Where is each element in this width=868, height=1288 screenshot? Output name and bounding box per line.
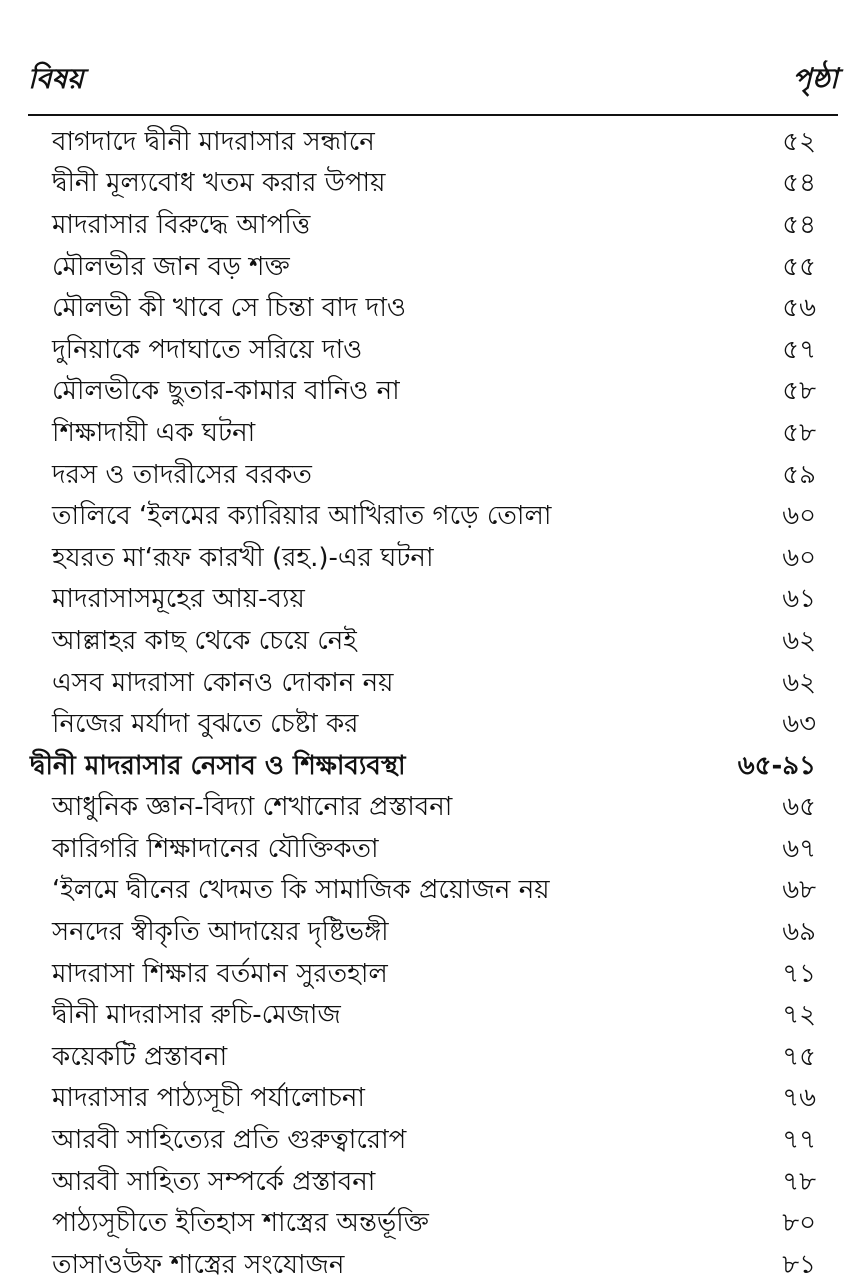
toc-entry-page: ৬৫ — [782, 792, 816, 823]
toc-entry-page: ৭২ — [782, 1000, 816, 1031]
toc-row — [0, 704, 868, 746]
toc-header — [28, 62, 838, 116]
toc-entry-title: তালিবে ‘ইলমের ক্যারিয়ার আখিরাত গড়ে তোলা — [52, 501, 552, 532]
toc-entry-page: ৬০ — [782, 542, 816, 573]
toc-entry-title: কয়েকটি প্রস্তাবনা — [52, 1041, 228, 1072]
toc-entry-title: মৌলভী কী খাবে সে চিন্তা বাদ দাও — [52, 293, 407, 324]
toc-entry-page: ৫৮ — [782, 417, 816, 448]
toc-entry-title: আরবী সাহিত্যের প্রতি গুরুত্বারোপ — [52, 1125, 407, 1156]
toc-list — [0, 122, 868, 1287]
toc-entry-title: আরবী সাহিত্য সম্পর্কে প্রস্তাবনা — [52, 1166, 376, 1197]
toc-entry-title: দরস ও তাদরীসের বরকত — [52, 459, 312, 490]
toc-entry-title: দ্বীনী মাদরাসার রুচি-মেজাজ — [52, 1000, 341, 1031]
toc-entry-title: আল্লাহর কাছ থেকে চেয়ে নেই — [52, 625, 357, 656]
toc-row — [0, 288, 868, 330]
toc-row — [0, 538, 868, 580]
toc-entry-title: ‘ইলমে দ্বীনের খেদমত কি সামাজিক প্রয়োজন নয় — [52, 875, 550, 906]
toc-entry-page: ৫৪ — [782, 168, 816, 199]
toc-entry-title: হযরত মা‘রূফ কারখী (রহ.)-এর ঘটনা — [52, 542, 434, 573]
page-column-label: পৃষ্ঠা — [792, 62, 838, 95]
toc-row — [0, 621, 868, 663]
toc-entry-page: ৬২ — [782, 667, 816, 698]
toc-entry-page: ৫৬ — [782, 293, 816, 324]
toc-entry-title: মাদরাসাসমূহের আয়-ব্যয় — [52, 584, 305, 615]
toc-entry-page: ৫৮ — [782, 376, 816, 407]
toc-entry-title: শিক্ষাদায়ী এক ঘটনা — [52, 417, 256, 448]
toc-entry-title: মাদরাসার পাঠ্যসূচী পর্যালোচনা — [52, 1083, 365, 1114]
toc-entry-title: আধুনিক জ্ঞান-বিদ্যা শেখানোর প্রস্তাবনা — [52, 792, 453, 823]
toc-entry-page: ৫৯ — [782, 459, 816, 490]
toc-row — [0, 1120, 868, 1162]
toc-entry-title: কারিগরি শিক্ষাদানের যৌক্তিকতা — [52, 833, 379, 864]
toc-row — [0, 413, 868, 455]
toc-entry-page: ৭৫ — [782, 1041, 816, 1072]
toc-entry-page: ৮১ — [782, 1249, 816, 1280]
toc-entry-page: ৬৫-৯১ — [737, 750, 816, 781]
toc-row — [0, 1162, 868, 1204]
toc-entry-page: ৭৭ — [782, 1125, 816, 1156]
subject-column-label: বিষয় — [28, 62, 84, 95]
toc-entry-title: দ্বীনী মূল্যবোধ খতম করার উপায় — [52, 168, 386, 199]
toc-row — [0, 205, 868, 247]
toc-row — [0, 1203, 868, 1245]
toc-row — [0, 829, 868, 871]
toc-entry-title: মৌলভীকে ছুতার-কামার বানিও না — [52, 376, 400, 407]
toc-entry-title: মাদরাসা শিক্ষার বর্তমান সুরতহাল — [52, 958, 388, 989]
toc-row — [0, 372, 868, 414]
toc-entry-page: ৬৯ — [782, 917, 816, 948]
toc-entry-page: ৬৭ — [782, 833, 816, 864]
toc-entry-title: এসব মাদরাসা কোনও দোকান নয় — [52, 667, 394, 698]
toc-entry-title: বাগদাদে দ্বীনী মাদরাসার সন্ধানে — [52, 126, 375, 157]
toc-entry-title: সনদের স্বীকৃতি আদায়ের দৃষ্টিভঙ্গী — [52, 917, 389, 948]
toc-entry-page: ৫৫ — [782, 251, 816, 282]
toc-entry-page: ৫৭ — [782, 334, 816, 365]
toc-entry-page: ৬২ — [782, 625, 816, 656]
toc-entry-page: ৮০ — [782, 1208, 816, 1239]
toc-entry-title: মাদরাসার বিরুদ্ধে আপত্তি — [52, 209, 311, 240]
toc-entry-page: ৫২ — [782, 126, 816, 157]
toc-row — [0, 954, 868, 996]
toc-row — [0, 164, 868, 206]
toc-row — [0, 1037, 868, 1079]
toc-entry-page: ৭৬ — [782, 1083, 816, 1114]
toc-row — [0, 1245, 868, 1287]
toc-row — [0, 788, 868, 830]
toc-entry-page: ৭১ — [782, 958, 816, 989]
toc-row — [0, 663, 868, 705]
toc-row — [0, 1079, 868, 1121]
toc-entry-page: ৬১ — [782, 584, 816, 615]
toc-section-title: দ্বীনী মাদরাসার নেসাব ও শিক্ষাব্যবস্থা — [30, 750, 406, 781]
toc-entry-title: নিজের মর্যাদা বুঝতে চেষ্টা কর — [52, 709, 359, 740]
toc-entry-page: ৬৩ — [782, 709, 816, 740]
toc-entry-title: দুনিয়াকে পদাঘাতে সরিয়ে দাও — [52, 334, 363, 365]
toc-entry-page: ৬০ — [782, 501, 816, 532]
toc-entry-title: পাঠ্যসূচীতে ইতিহাস শাস্ত্রের অন্তর্ভূক্তি — [52, 1208, 429, 1239]
toc-row — [0, 871, 868, 913]
toc-row — [0, 496, 868, 538]
toc-entry-page: ৬৮ — [782, 875, 816, 906]
toc-entry-title: তাসাওউফ শাস্ত্রের সংযোজন — [52, 1249, 345, 1280]
toc-entry-page: ৭৮ — [782, 1166, 816, 1197]
toc-section-row — [0, 746, 868, 788]
toc-row — [0, 247, 868, 289]
toc-row — [0, 455, 868, 497]
toc-entry-page: ৫৪ — [782, 209, 816, 240]
toc-row — [0, 330, 868, 372]
toc-row — [0, 580, 868, 622]
toc-entry-title: মৌলভীর জান বড় শক্ত — [52, 251, 290, 282]
toc-row — [0, 122, 868, 164]
toc-row — [0, 995, 868, 1037]
toc-row — [0, 912, 868, 954]
